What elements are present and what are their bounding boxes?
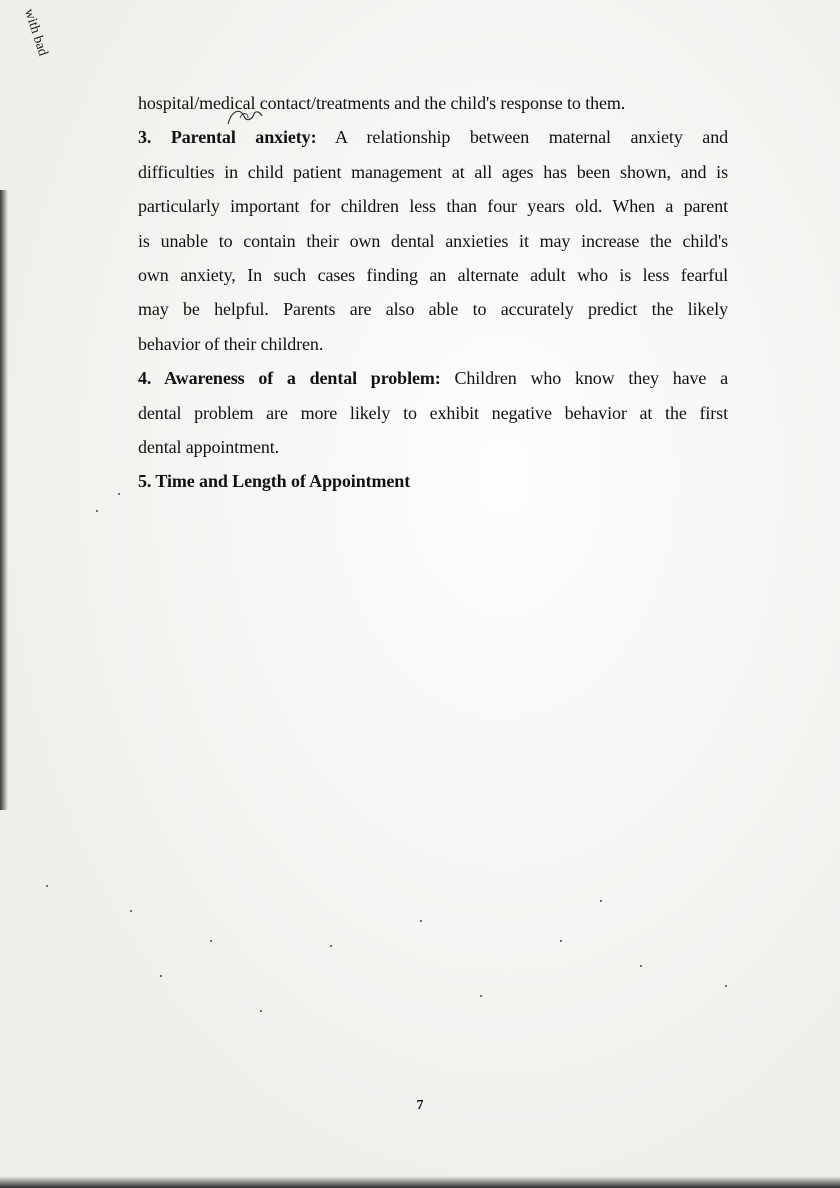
parental-anxiety-line-3: particularly important for children less than four years old. When a parent (138, 196, 728, 217)
scan-speck (260, 1010, 262, 1012)
scan-speck (118, 493, 120, 495)
scan-speck (480, 995, 482, 997)
scan-speck (420, 920, 422, 922)
scan-edge-shadow-left (0, 190, 8, 810)
parental-anxiety-line-2: difficulties in child patient management at all ages has been shown, and is (138, 161, 728, 182)
scan-speck (330, 945, 332, 947)
awareness-line-1 (138, 361, 728, 395)
scan-speck (725, 985, 727, 987)
time-length-heading: 5. Time and Length of Appointment (138, 471, 411, 492)
scan-speck (96, 510, 98, 512)
parental-anxiety-line-7: behavior of their children. (138, 333, 324, 354)
scan-speck (210, 940, 212, 942)
scan-speck (640, 965, 642, 967)
page-number: 7 (416, 1098, 424, 1113)
scan-speck (46, 885, 48, 887)
parental-anxiety-line-4: is unable to contain their own dental anxieties it may increase the child's (138, 230, 728, 251)
parental-anxiety-heading: 3. Parental anxiety: (138, 127, 317, 148)
scan-speck (160, 975, 162, 977)
parental-anxiety-line-5: own anxiety, In such cases finding an alternate adult who is less fearful (138, 264, 728, 285)
body-text (138, 86, 728, 499)
awareness-text: Children who know they have a (440, 368, 728, 389)
scan-speck (560, 940, 562, 942)
awareness-line-3: dental appointment. (138, 436, 280, 457)
scan-edge-shadow-bottom (0, 1176, 840, 1188)
corner-note: with bad (20, 7, 51, 58)
parental-anxiety-line-1 (138, 120, 728, 154)
parental-anxiety-line-6: may be helpful. Parents are also able to accurately predict the likely (138, 299, 728, 320)
continuation-line: hospital/medical contact/treatments and the child's response to them. (138, 93, 626, 113)
awareness-line-2: dental problem are more likely to exhibit negative behavior at the first (138, 402, 728, 423)
scan-speck (600, 900, 602, 902)
parental-anxiety-text: A relationship between maternal anxiety and (316, 127, 728, 148)
scan-speck (130, 910, 132, 912)
awareness-heading: 4. Awareness of a dental problem: (138, 368, 441, 389)
